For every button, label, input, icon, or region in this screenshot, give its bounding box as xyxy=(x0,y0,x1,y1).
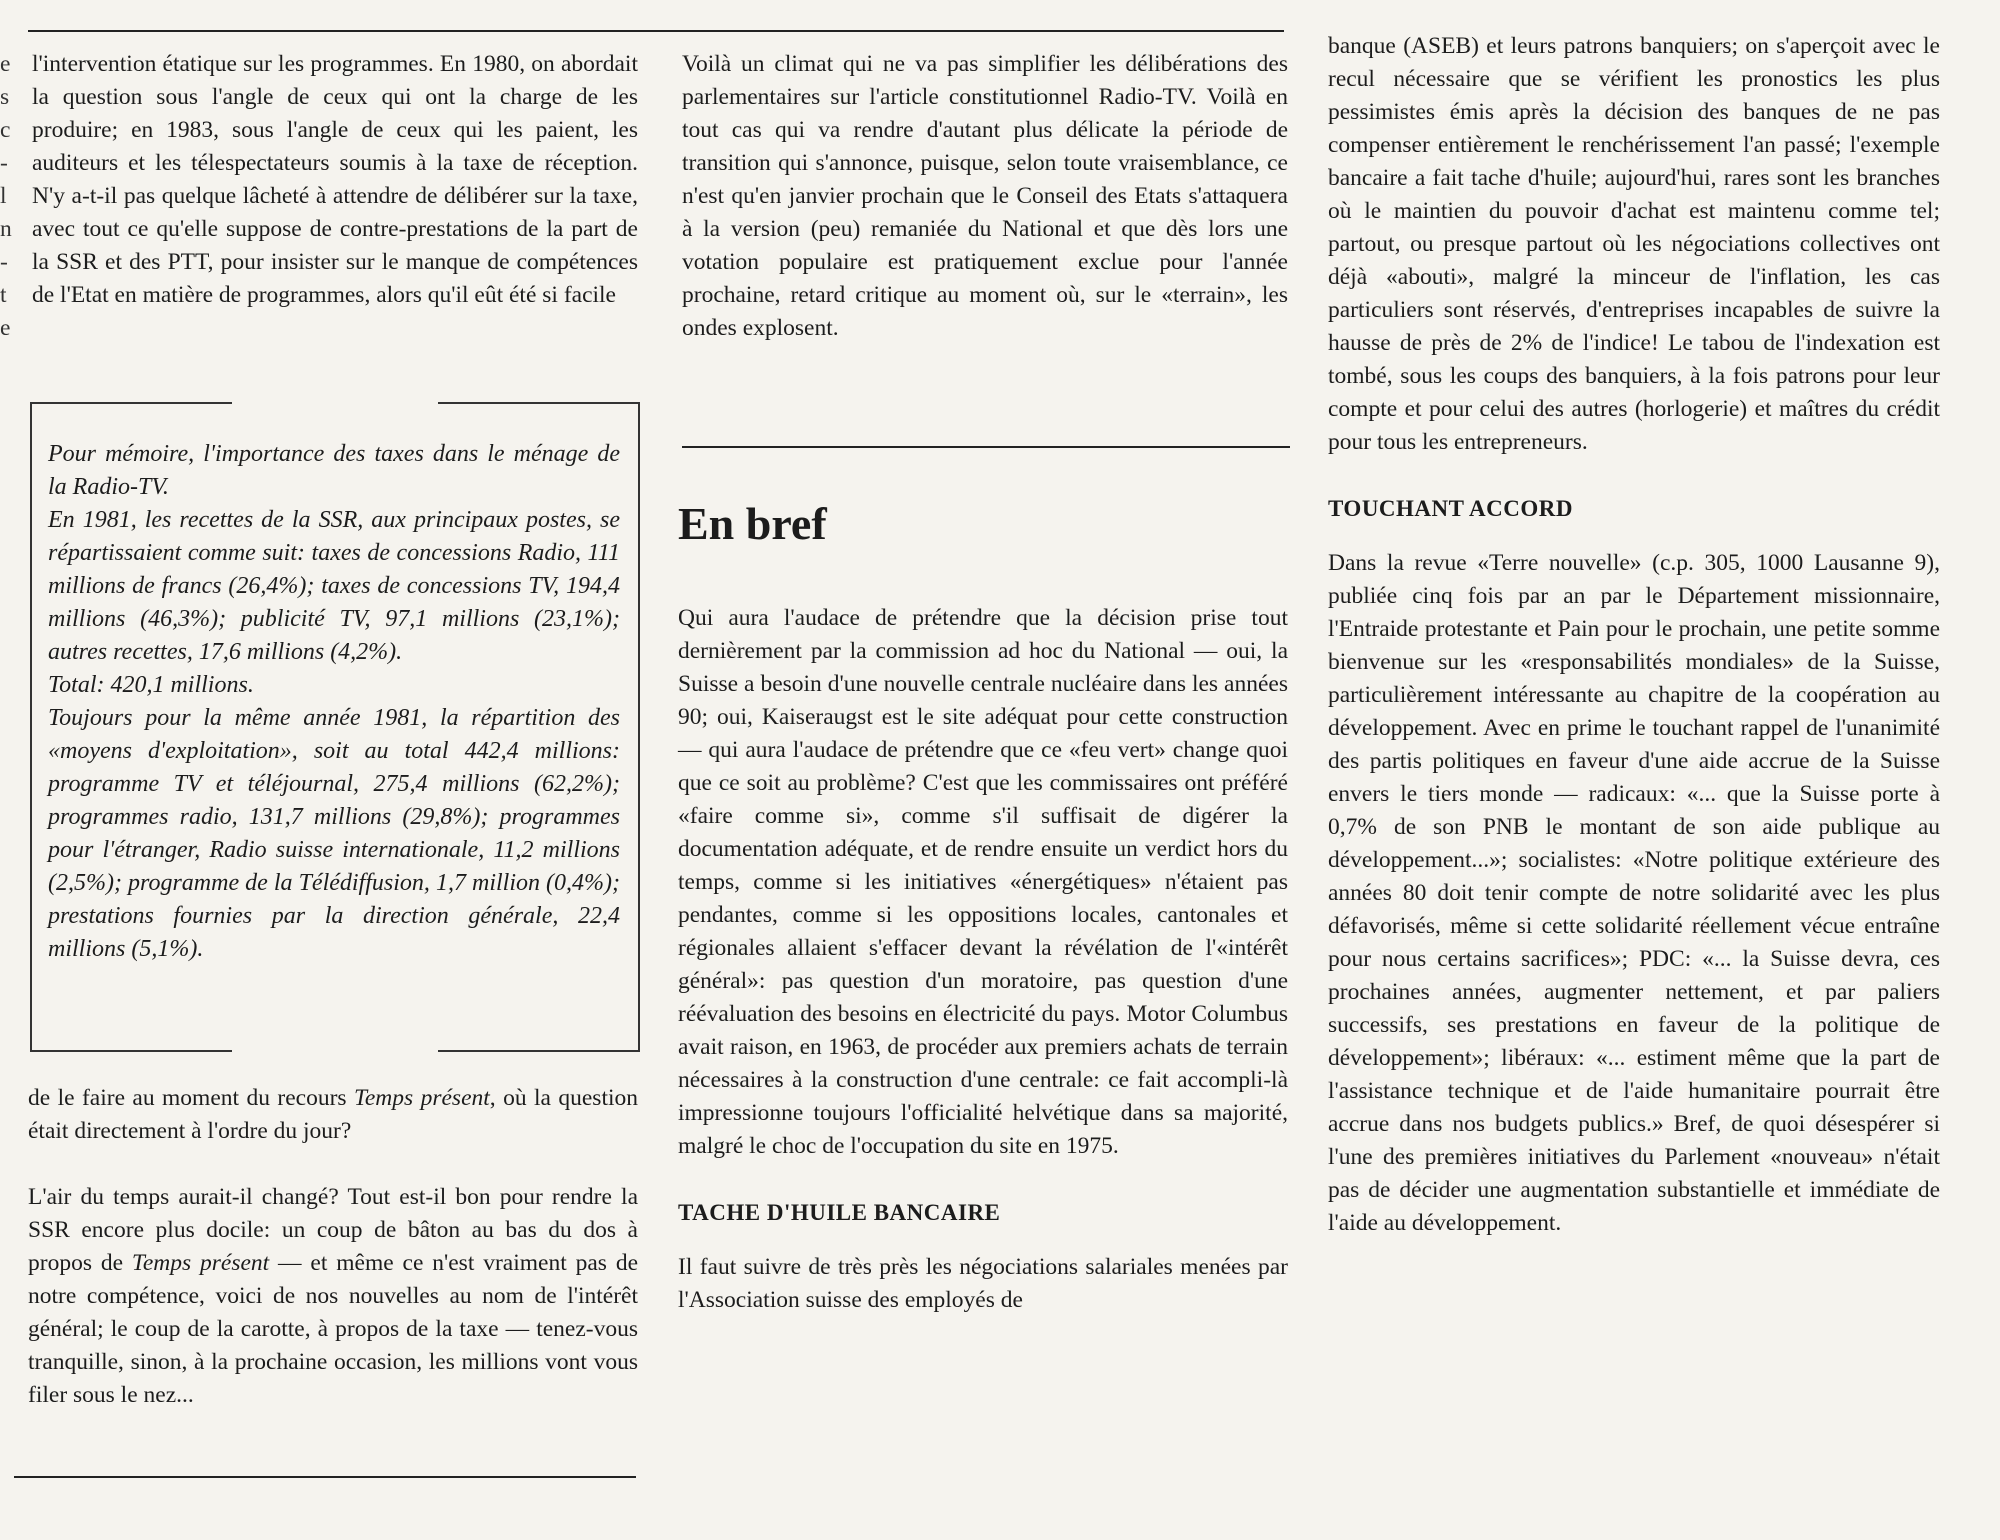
top-rule xyxy=(28,30,1284,32)
box-repartition: Toujours pour la même année 1981, la répartition des «moyens d'exploitation», soit au total 442,4 millions: programme TV et téléjournal, 275,4 millions (62,2%); programmes radio, 131,7 millions (29,8%); programmes pour l'étranger, Radio suisse internationale, 11,2 millions (2,5%); programme de la Télédiffusion, 1,7 million (0,4%); prestations fournies par la direction générale, 22,4 millions (5,1%). xyxy=(48,705,620,962)
column-2-bottom xyxy=(678,496,1288,1317)
text-run: — et même ce n'est vraiment pas de notre compétence, voici de nos nouvelles au nom de l'intérêt général; le coup de la carotte, à propos de la taxe — tenez-vous tranquille, sinon, à la prochaine occasion, les millions vont vous filer sous le nez... xyxy=(28,1250,639,1408)
edge-fragment: - xyxy=(0,150,8,176)
emphasis-title: Temps présent xyxy=(131,1250,270,1276)
box-border-gap xyxy=(232,400,438,406)
edge-fragment: e xyxy=(0,315,11,341)
edge-fragment: c xyxy=(0,117,11,143)
box-recettes: En 1981, les recettes de la SSR, aux principaux postes, se répartissaient comme suit: taxes de concessions Radio, 111 millions de francs (26,4%); taxes de concessions TV, 194,4 millions (46,3%); publicité TV, 97,1 millions (23,1%); autres recettes, 17,6 millions (4,2%). xyxy=(48,507,620,665)
box-intro: Pour mémoire, l'importance des taxes dans le ménage de la Radio-TV. xyxy=(48,441,620,500)
subheading-tache-huile: TACHE D'HUILE BANCAIRE xyxy=(678,1200,1001,1225)
col3-paragraph-2: Dans la revue «Terre nouvelle» (c.p. 305, 1000 Lausanne 9), publiée cinq fois par an par le Département missionnaire, l'Entraide protestante et Pain pour le prochain, une petite somme bienvenue sur les «responsabilités mondiales» de la Suisse, particulièrement intéressante au chapitre de la coopération au développement. Avec en prime le touchant rappel de l'unanimité des partis politiques en faveur d'une aide accrue de la Suisse envers le tiers monde — radicaux: «... que la Suisse porte à 0,7% de son PNB le montant de son aide publique au développement...»; socialistes: «Notre politique extérieure des années 80 doit tenir compte de notre solidarité avec les plus défavorisés, même si cette solidarité réellement vécue entraîne pour nous certains sacrifices»; PDC: «... la Suisse devra, ces prochaines années, augmenter nettement, et par paliers successifs, ses prestations en faveur de la politique de développement»; libéraux: «... estiment même que la part de l'assistance technique et de l'aide humanitaire pourrait être accrue dans nos budgets publics.» Bref, de quoi désespérer si l'une des premières initiatives du Parlement «nouveau» n'était pas de décider une augmentation substantielle et immédiate de l'aide au développement. xyxy=(1328,550,1940,1236)
column-1-bottom xyxy=(28,1082,638,1412)
edge-fragment: t xyxy=(0,282,7,308)
edge-fragment: - xyxy=(0,249,8,275)
text-run: L'air du temps aurait-il changé? Tout est-il bon pour rendre la SSR encore plus docile: un coup de bâton au bas du dos à propos de xyxy=(28,1184,638,1276)
text-run: , où la question était directement à l'ordre du jour? xyxy=(28,1085,639,1144)
mid-rule-col2 xyxy=(682,446,1290,448)
column-2-top xyxy=(682,48,1288,345)
col1-paragraph-2 xyxy=(28,1082,638,1148)
col2-paragraph-2: Qui aura l'audace de prétendre que la décision prise tout dernièrement par la commission ad hoc du National — oui, la Suisse a besoin d'une nouvelle centrale nucléaire dans les années 90; oui, Kaiseraugst est le site adéquat pour cette construction — qui aura l'audace de prétendre que ce «feu vert» change quoi que ce soit au problème? C'est que les commissaires ont préféré «faire comme si», comme s'il suffisait de digérer la documentation adéquate, et de rendre ensuite un verdict hors du temps, comme si les initiatives «énergétiques» n'étaient pas pendantes, comme si les oppositions locales, cantonales et régionales allaient s'effacer devant la révélation de l'«intérêt général»: pas question d'un moratoire, pas question d'une réévaluation des besoins en électricité du pays. Motor Columbus avait raison, en 1963, de procéder aux premiers achats de terrain nécessaires à la construction d'une centrale: ce fait accompli-là impressionne toujours l'officialité helvétique dans sa majorité, malgré le choc de l'occupation du site en 1975. xyxy=(678,605,1288,1159)
edge-fragment: e xyxy=(0,51,11,77)
column-1-top xyxy=(32,48,638,312)
col1-paragraph-3 xyxy=(28,1181,638,1412)
col3-paragraph-1: banque (ASEB) et leurs patrons banquiers; on s'aperçoit avec le recul nécessaire que se vérifient les pronostics les plus pessimistes émis après la décision des banques de ne pas compenser entièrement le renchérissement l'an passé; l'exemple bancaire a fait tache d'huile; aujourd'hui, rares sont les branches où le maintien du pouvoir d'achat est maintenu comme tel; partout, ou presque partout où les négociations collectives ont déjà «abouti», malgré la minceur de l'inflation, les cas particuliers sont réservés, d'entreprises incapables de suivre la hausse de près de 2% de l'indice! Le tabou de l'indexation est tombé, sous les coups des banquiers, à la fois patrons pour leur compte et pour celui des autres (horlogerie) et maîtres du crédit pour tous les entrepreneurs. xyxy=(1328,33,1940,455)
text-run: de le faire au moment du recours xyxy=(28,1085,354,1111)
edge-fragment: n xyxy=(0,216,12,242)
subheading-touchant-accord: TOUCHANT ACCORD xyxy=(1328,496,1573,521)
box-border-gap xyxy=(232,1048,438,1054)
inset-box-taxes xyxy=(30,402,640,1052)
section-heading-en-bref: En bref xyxy=(678,498,827,549)
column-3 xyxy=(1328,30,1940,1240)
box-total: Total: 420,1 millions. xyxy=(48,672,254,698)
bottom-rule xyxy=(14,1476,636,1478)
edge-fragment: s xyxy=(0,84,10,110)
edge-fragment: l xyxy=(0,183,7,209)
col1-paragraph-1: l'intervention étatique sur les programmes. En 1980, on abordait la question sous l'angle de ceux qui ont la charge de les produire; en 1983, sous l'angle de ceux qui les paient, les auditeurs et les télespectateurs soumis à la taxe de réception. N'y a-t-il pas quelque lâcheté à attendre de délibérer sur la taxe, avec tout ce qu'elle suppose de contre-prestations de la part de la SSR et des PTT, pour insister sur le manque de compétences de l'Etat en matière de programmes, alors qu'il eût été si facile xyxy=(32,51,638,308)
col2-paragraph-1: Voilà un climat qui ne va pas simplifier les délibérations des parlementaires sur l'article constitutionnel Radio-TV. Voilà en tout cas qui va rendre d'autant plus délicate la période de transition qui s'annonce, puisque, selon toute vraisemblance, ce n'est qu'en janvier prochain que le Conseil des Etats s'attaquera à la version (peu) remaniée du National et que dès lors une votation populaire est pratiquement exclue pour l'année prochaine, retard critique au moment où, sur le «terrain», les ondes explosent. xyxy=(682,51,1288,341)
emphasis-title: Temps présent xyxy=(353,1085,490,1111)
col2-paragraph-3: Il faut suivre de très près les négociations salariales menées par l'Association suisse des employés de xyxy=(678,1254,1288,1313)
cropped-left-column-edge xyxy=(0,48,16,345)
